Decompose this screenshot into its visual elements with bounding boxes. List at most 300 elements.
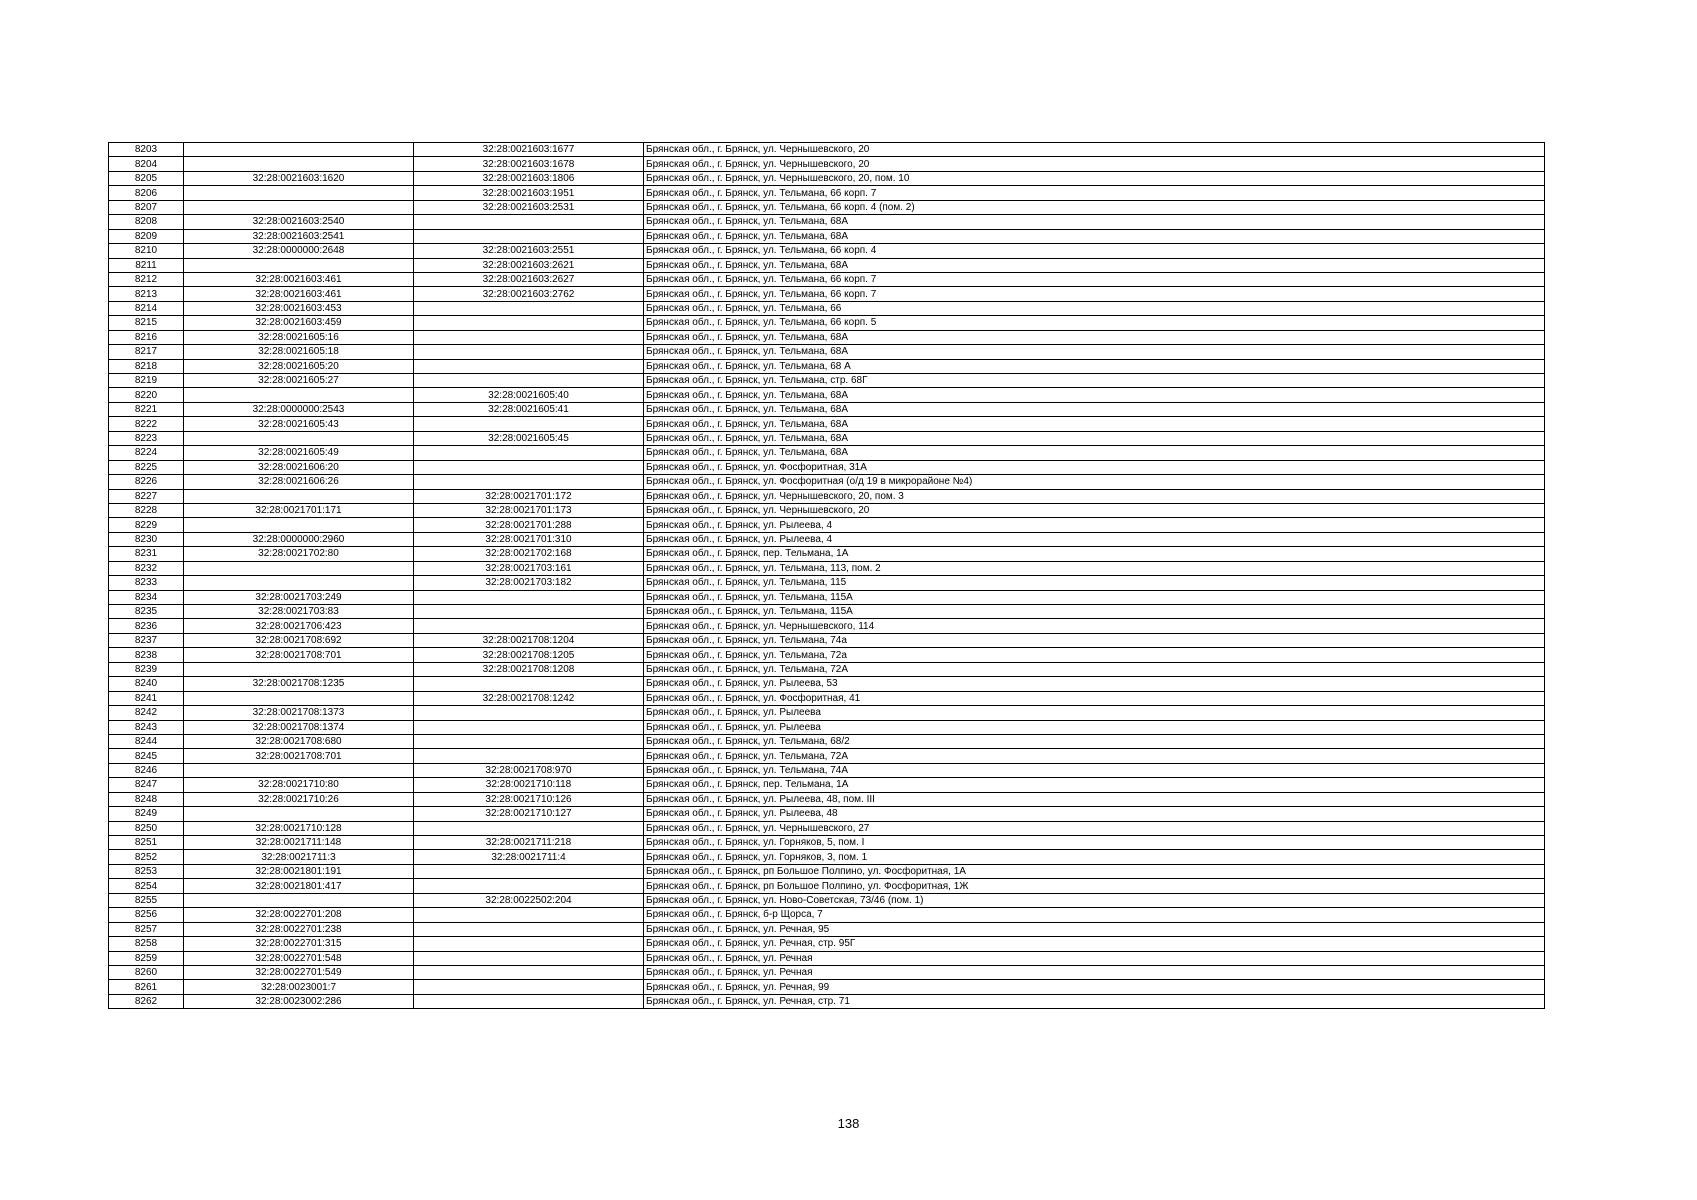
address-cell: Брянская обл., г. Брянск, ул. Чернышевского, 27 — [644, 821, 1545, 835]
table-row — [109, 547, 1545, 561]
cadastral-number-secondary-cell: 32:28:0021603:1951 — [414, 186, 644, 200]
row-number-cell: 8247 — [109, 778, 184, 792]
address-cell: Брянская обл., г. Брянск, ул. Тельмана, 68А — [644, 345, 1545, 359]
address-cell: Брянская обл., г. Брянск, ул. Тельмана, 68А — [644, 446, 1545, 460]
row-number-cell: 8216 — [109, 330, 184, 344]
table-row — [109, 518, 1545, 532]
cadastral-number-secondary-cell: 32:28:0021701:310 — [414, 532, 644, 546]
table-row — [109, 792, 1545, 806]
row-number-cell: 8212 — [109, 272, 184, 286]
table-row — [109, 922, 1545, 936]
address-cell: Брянская обл., г. Брянск, ул. Тельмана, 68А — [644, 330, 1545, 344]
address-cell: Брянская обл., г. Брянск, ул. Тельмана, 74а — [644, 633, 1545, 647]
address-cell: Брянская обл., г. Брянск, б-р Щорса, 7 — [644, 908, 1545, 922]
cadastral-number-secondary-cell: 32:28:0021701:173 — [414, 503, 644, 517]
address-cell: Брянская обл., г. Брянск, ул. Тельмана, 115А — [644, 590, 1545, 604]
cadastral-number-secondary-cell: 32:28:0021603:2621 — [414, 258, 644, 272]
cadastral-number-cell: 32:28:0000000:2648 — [184, 244, 414, 258]
row-number-cell: 8246 — [109, 763, 184, 777]
row-number-cell: 8237 — [109, 633, 184, 647]
cadastral-number-cell: 32:28:0022701:208 — [184, 908, 414, 922]
address-cell: Брянская обл., г. Брянск, ул. Фосфоритная, 41 — [644, 691, 1545, 705]
table-row — [109, 734, 1545, 748]
cadastral-number-secondary-cell — [414, 301, 644, 315]
cadastral-number-cell: 32:28:0021708:701 — [184, 749, 414, 763]
address-cell: Брянская обл., г. Брянск, ул. Рылеева, 4 — [644, 532, 1545, 546]
address-cell: Брянская обл., г. Брянск, ул. Чернышевского, 20 — [644, 157, 1545, 171]
address-cell: Брянская обл., г. Брянск, ул. Тельмана, 113, пом. 2 — [644, 561, 1545, 575]
cadastral-number-cell: 32:28:0021708:692 — [184, 633, 414, 647]
table-row — [109, 677, 1545, 691]
cadastral-number-cell: 32:28:0022701:548 — [184, 951, 414, 965]
cadastral-number-cell — [184, 431, 414, 445]
row-number-cell: 8227 — [109, 489, 184, 503]
cadastral-number-secondary-cell: 32:28:0021603:1678 — [414, 157, 644, 171]
table-row — [109, 157, 1545, 171]
cadastral-number-secondary-cell: 32:28:0021605:41 — [414, 402, 644, 416]
cadastral-number-cell: 32:28:0021605:16 — [184, 330, 414, 344]
address-cell: Брянская обл., г. Брянск, ул. Тельмана, 115 — [644, 576, 1545, 590]
cadastral-number-secondary-cell — [414, 316, 644, 330]
cadastral-number-cell — [184, 258, 414, 272]
address-cell: Брянская обл., г. Брянск, ул. Речная — [644, 965, 1545, 979]
address-cell: Брянская обл., г. Брянск, ул. Чернышевского, 20 — [644, 143, 1545, 157]
cadastral-number-secondary-cell — [414, 965, 644, 979]
cadastral-number-secondary-cell — [414, 821, 644, 835]
cadastral-number-secondary-cell — [414, 330, 644, 344]
row-number-cell: 8248 — [109, 792, 184, 806]
cadastral-number-cell: 32:28:0021710:26 — [184, 792, 414, 806]
cadastral-number-secondary-cell — [414, 908, 644, 922]
cadastral-number-cell: 32:28:0021605:20 — [184, 359, 414, 373]
row-number-cell: 8250 — [109, 821, 184, 835]
cadastral-number-cell: 32:28:0022701:549 — [184, 965, 414, 979]
cadastral-number-secondary-cell: 32:28:0021703:161 — [414, 561, 644, 575]
row-number-cell: 8234 — [109, 590, 184, 604]
cadastral-number-cell: 32:28:0021710:128 — [184, 821, 414, 835]
cadastral-number-secondary-cell — [414, 922, 644, 936]
row-number-cell: 8254 — [109, 879, 184, 893]
address-cell: Брянская обл., г. Брянск, ул. Тельмана, 115А — [644, 605, 1545, 619]
row-number-cell: 8262 — [109, 994, 184, 1008]
cadastral-number-cell: 32:28:0021708:680 — [184, 734, 414, 748]
cadastral-number-cell: 32:28:0021703:83 — [184, 605, 414, 619]
address-cell: Брянская обл., г. Брянск, ул. Рылеева, 48 — [644, 807, 1545, 821]
registry-table-body — [109, 143, 1545, 1009]
cadastral-number-cell — [184, 662, 414, 676]
row-number-cell: 8253 — [109, 864, 184, 878]
cadastral-number-cell — [184, 807, 414, 821]
row-number-cell: 8239 — [109, 662, 184, 676]
row-number-cell: 8232 — [109, 561, 184, 575]
row-number-cell: 8224 — [109, 446, 184, 460]
address-cell: Брянская обл., г. Брянск, пер. Тельмана, 1А — [644, 778, 1545, 792]
row-number-cell: 8217 — [109, 345, 184, 359]
cadastral-number-secondary-cell — [414, 734, 644, 748]
cadastral-number-cell: 32:28:0021603:2540 — [184, 215, 414, 229]
cadastral-number-secondary-cell — [414, 359, 644, 373]
address-cell: Брянская обл., г. Брянск, ул. Речная, стр. 71 — [644, 994, 1545, 1008]
row-number-cell: 8214 — [109, 301, 184, 315]
address-cell: Брянская обл., г. Брянск, рп Большое Полпино, ул. Фосфоритная, 1А — [644, 864, 1545, 878]
row-number-cell: 8242 — [109, 706, 184, 720]
address-cell: Брянская обл., г. Брянск, ул. Тельмана, 72А — [644, 662, 1545, 676]
address-cell: Брянская обл., г. Брянск, ул. Рылеева, 53 — [644, 677, 1545, 691]
cadastral-number-secondary-cell: 32:28:0021703:182 — [414, 576, 644, 590]
table-row — [109, 561, 1545, 575]
cadastral-number-secondary-cell: 32:28:0021711:4 — [414, 850, 644, 864]
cadastral-number-secondary-cell — [414, 994, 644, 1008]
cadastral-number-cell: 32:28:0021801:191 — [184, 864, 414, 878]
cadastral-number-cell: 32:28:0021603:453 — [184, 301, 414, 315]
table-row — [109, 965, 1545, 979]
cadastral-number-secondary-cell — [414, 590, 644, 604]
cadastral-number-cell: 32:28:0021605:43 — [184, 417, 414, 431]
cadastral-number-cell: 32:28:0000000:2960 — [184, 532, 414, 546]
row-number-cell: 8215 — [109, 316, 184, 330]
cadastral-number-secondary-cell — [414, 619, 644, 633]
table-row — [109, 850, 1545, 864]
table-row — [109, 648, 1545, 662]
cadastral-number-cell: 32:28:0021603:459 — [184, 316, 414, 330]
table-row — [109, 446, 1545, 460]
address-cell: Брянская обл., г. Брянск, ул. Чернышевского, 20 — [644, 503, 1545, 517]
cadastral-number-secondary-cell — [414, 446, 644, 460]
cadastral-number-cell: 32:28:0021605:27 — [184, 374, 414, 388]
table-row — [109, 316, 1545, 330]
row-number-cell: 8236 — [109, 619, 184, 633]
table-row — [109, 272, 1545, 286]
cadastral-number-cell — [184, 518, 414, 532]
cadastral-number-secondary-cell — [414, 374, 644, 388]
row-number-cell: 8261 — [109, 980, 184, 994]
table-row — [109, 576, 1545, 590]
row-number-cell: 8211 — [109, 258, 184, 272]
table-row — [109, 778, 1545, 792]
cadastral-number-secondary-cell: 32:28:0021603:2551 — [414, 244, 644, 258]
address-cell: Брянская обл., г. Брянск, ул. Тельмана, 66 корп. 7 — [644, 186, 1545, 200]
table-row — [109, 374, 1545, 388]
cadastral-number-secondary-cell — [414, 215, 644, 229]
row-number-cell: 8228 — [109, 503, 184, 517]
cadastral-number-cell: 32:28:0022701:315 — [184, 937, 414, 951]
cadastral-number-secondary-cell — [414, 475, 644, 489]
row-number-cell: 8231 — [109, 547, 184, 561]
table-row — [109, 619, 1545, 633]
cadastral-number-cell: 32:28:0021711:3 — [184, 850, 414, 864]
cadastral-number-secondary-cell — [414, 980, 644, 994]
cadastral-number-secondary-cell: 32:28:0021603:2762 — [414, 287, 644, 301]
table-row — [109, 864, 1545, 878]
row-number-cell: 8205 — [109, 171, 184, 185]
table-row — [109, 229, 1545, 243]
cadastral-number-cell: 32:28:0021708:701 — [184, 648, 414, 662]
cadastral-number-cell: 32:28:0021603:2541 — [184, 229, 414, 243]
cadastral-number-cell: 32:28:0021603:1620 — [184, 171, 414, 185]
cadastral-number-secondary-cell: 32:28:0021708:1205 — [414, 648, 644, 662]
address-cell: Брянская обл., г. Брянск, ул. Тельмана, 68 А — [644, 359, 1545, 373]
table-row — [109, 821, 1545, 835]
address-cell: Брянская обл., г. Брянск, ул. Ново-Советская, 73/46 (пом. 1) — [644, 893, 1545, 907]
cadastral-number-cell: 32:28:0000000:2543 — [184, 402, 414, 416]
cadastral-number-cell: 32:28:0021606:26 — [184, 475, 414, 489]
table-row — [109, 763, 1545, 777]
row-number-cell: 8255 — [109, 893, 184, 907]
table-row — [109, 186, 1545, 200]
address-cell: Брянская обл., г. Брянск, ул. Тельмана, 72А — [644, 749, 1545, 763]
table-row — [109, 143, 1545, 157]
cadastral-number-secondary-cell — [414, 951, 644, 965]
table-row — [109, 807, 1545, 821]
cadastral-number-cell — [184, 388, 414, 402]
cadastral-number-secondary-cell: 32:28:0021603:1677 — [414, 143, 644, 157]
table-row — [109, 937, 1545, 951]
address-cell: Брянская обл., г. Брянск, ул. Тельмана, 66 корп. 4 (пом. 2) — [644, 200, 1545, 214]
row-number-cell: 8223 — [109, 431, 184, 445]
table-row — [109, 662, 1545, 676]
address-cell: Брянская обл., г. Брянск, ул. Речная, 99 — [644, 980, 1545, 994]
row-number-cell: 8235 — [109, 605, 184, 619]
cadastral-number-cell: 32:28:0021703:249 — [184, 590, 414, 604]
cadastral-number-secondary-cell: 32:28:0022502:204 — [414, 893, 644, 907]
table-row — [109, 330, 1545, 344]
address-cell: Брянская обл., г. Брянск, ул. Рылеева — [644, 720, 1545, 734]
address-cell: Брянская обл., г. Брянск, ул. Речная, 95 — [644, 922, 1545, 936]
table-row — [109, 402, 1545, 416]
row-number-cell: 8240 — [109, 677, 184, 691]
address-cell: Брянская обл., г. Брянск, ул. Рылеева — [644, 706, 1545, 720]
cadastral-number-cell — [184, 200, 414, 214]
cadastral-number-secondary-cell: 32:28:0021708:1242 — [414, 691, 644, 705]
cadastral-number-cell: 32:28:0022701:238 — [184, 922, 414, 936]
cadastral-number-cell: 32:28:0021708:1235 — [184, 677, 414, 691]
address-cell: Брянская обл., г. Брянск, ул. Речная — [644, 951, 1545, 965]
table-row — [109, 489, 1545, 503]
table-row — [109, 345, 1545, 359]
row-number-cell: 8258 — [109, 937, 184, 951]
row-number-cell: 8256 — [109, 908, 184, 922]
cadastral-number-cell: 32:28:0021801:417 — [184, 879, 414, 893]
cadastral-number-cell — [184, 157, 414, 171]
table-row — [109, 431, 1545, 445]
table-row — [109, 633, 1545, 647]
table-row — [109, 475, 1545, 489]
cadastral-number-cell — [184, 893, 414, 907]
page-number: 138 — [837, 1116, 860, 1131]
address-cell: Брянская обл., г. Брянск, ул. Тельмана, 66 корп. 4 — [644, 244, 1545, 258]
table-row — [109, 590, 1545, 604]
table-row — [109, 417, 1545, 431]
cadastral-number-cell — [184, 691, 414, 705]
table-row — [109, 171, 1545, 185]
row-number-cell: 8207 — [109, 200, 184, 214]
cadastral-number-secondary-cell: 32:28:0021603:1806 — [414, 171, 644, 185]
cadastral-number-cell: 32:28:0021606:20 — [184, 460, 414, 474]
address-cell: Брянская обл., г. Брянск, ул. Тельмана, 74А — [644, 763, 1545, 777]
cadastral-number-cell: 32:28:0021605:49 — [184, 446, 414, 460]
address-cell: Брянская обл., г. Брянск, ул. Чернышевского, 20, пом. 10 — [644, 171, 1545, 185]
cadastral-number-secondary-cell — [414, 706, 644, 720]
address-cell: Брянская обл., г. Брянск, ул. Чернышевского, 20, пом. 3 — [644, 489, 1545, 503]
cadastral-number-cell: 32:28:0021708:1373 — [184, 706, 414, 720]
cadastral-number-secondary-cell — [414, 229, 644, 243]
table-row — [109, 951, 1545, 965]
table-row — [109, 706, 1545, 720]
cadastral-number-cell: 32:28:0021603:461 — [184, 272, 414, 286]
row-number-cell: 8245 — [109, 749, 184, 763]
table-row — [109, 258, 1545, 272]
address-cell: Брянская обл., г. Брянск, ул. Тельмана, 68А — [644, 402, 1545, 416]
cadastral-number-secondary-cell: 32:28:0021708:1208 — [414, 662, 644, 676]
row-number-cell: 8229 — [109, 518, 184, 532]
row-number-cell: 8252 — [109, 850, 184, 864]
table-row — [109, 388, 1545, 402]
registry-table — [108, 142, 1545, 1009]
address-cell: Брянская обл., г. Брянск, ул. Горняков, 5, пом. I — [644, 836, 1545, 850]
address-cell: Брянская обл., г. Брянск, рп Большое Полпино, ул. Фосфоритная, 1Ж — [644, 879, 1545, 893]
table-row — [109, 503, 1545, 517]
address-cell: Брянская обл., г. Брянск, ул. Тельмана, 66 — [644, 301, 1545, 315]
cadastral-number-cell — [184, 763, 414, 777]
address-cell: Брянская обл., г. Брянск, ул. Горняков, 3, пом. 1 — [644, 850, 1545, 864]
cadastral-number-secondary-cell: 32:28:0021710:118 — [414, 778, 644, 792]
cadastral-number-secondary-cell — [414, 937, 644, 951]
cadastral-number-cell — [184, 561, 414, 575]
cadastral-number-secondary-cell: 32:28:0021603:2627 — [414, 272, 644, 286]
row-number-cell: 8259 — [109, 951, 184, 965]
cadastral-number-secondary-cell — [414, 720, 644, 734]
cadastral-number-cell: 32:28:0021708:1374 — [184, 720, 414, 734]
cadastral-number-cell: 32:28:0023001:7 — [184, 980, 414, 994]
cadastral-number-cell — [184, 576, 414, 590]
row-number-cell: 8204 — [109, 157, 184, 171]
address-cell: Брянская обл., г. Брянск, ул. Тельмана, 68А — [644, 229, 1545, 243]
cadastral-number-cell — [184, 186, 414, 200]
cadastral-number-cell: 32:28:0021710:80 — [184, 778, 414, 792]
cadastral-number-secondary-cell: 32:28:0021603:2531 — [414, 200, 644, 214]
cadastral-number-cell: 32:28:0023002:286 — [184, 994, 414, 1008]
cadastral-number-secondary-cell — [414, 460, 644, 474]
table-row — [109, 908, 1545, 922]
table-row — [109, 893, 1545, 907]
row-number-cell: 8218 — [109, 359, 184, 373]
cadastral-number-cell: 32:28:0021605:18 — [184, 345, 414, 359]
table-row — [109, 879, 1545, 893]
address-cell: Брянская обл., г. Брянск, ул. Чернышевского, 114 — [644, 619, 1545, 633]
row-number-cell: 8213 — [109, 287, 184, 301]
table-row — [109, 244, 1545, 258]
address-cell: Брянская обл., г. Брянск, ул. Фосфоритная (о/д 19 в микрорайоне №4) — [644, 475, 1545, 489]
row-number-cell: 8233 — [109, 576, 184, 590]
table-row — [109, 460, 1545, 474]
cadastral-number-secondary-cell: 32:28:0021605:45 — [414, 431, 644, 445]
row-number-cell: 8243 — [109, 720, 184, 734]
table-row — [109, 836, 1545, 850]
table-row — [109, 749, 1545, 763]
address-cell: Брянская обл., г. Брянск, ул. Речная, стр. 95Г — [644, 937, 1545, 951]
row-number-cell: 8209 — [109, 229, 184, 243]
cadastral-number-secondary-cell — [414, 605, 644, 619]
address-cell: Брянская обл., г. Брянск, ул. Тельмана, 68А — [644, 417, 1545, 431]
cadastral-number-secondary-cell — [414, 864, 644, 878]
address-cell: Брянская обл., г. Брянск, ул. Тельмана, 68/2 — [644, 734, 1545, 748]
cadastral-number-cell: 32:28:0021702:80 — [184, 547, 414, 561]
cadastral-number-cell: 32:28:0021701:171 — [184, 503, 414, 517]
row-number-cell: 8210 — [109, 244, 184, 258]
cadastral-number-secondary-cell — [414, 417, 644, 431]
table-row — [109, 287, 1545, 301]
cadastral-number-secondary-cell: 32:28:0021701:288 — [414, 518, 644, 532]
address-cell: Брянская обл., г. Брянск, ул. Тельмана, стр. 68Г — [644, 374, 1545, 388]
row-number-cell: 8225 — [109, 460, 184, 474]
cadastral-number-secondary-cell — [414, 677, 644, 691]
address-cell: Брянская обл., г. Брянск, пер. Тельмана, 1А — [644, 547, 1545, 561]
address-cell: Брянская обл., г. Брянск, ул. Тельмана, 66 корп. 7 — [644, 272, 1545, 286]
cadastral-number-secondary-cell: 32:28:0021710:126 — [414, 792, 644, 806]
table-row — [109, 215, 1545, 229]
table-row — [109, 605, 1545, 619]
row-number-cell: 8208 — [109, 215, 184, 229]
table-row — [109, 980, 1545, 994]
cadastral-number-secondary-cell: 32:28:0021708:1204 — [414, 633, 644, 647]
table-row — [109, 301, 1545, 315]
row-number-cell: 8222 — [109, 417, 184, 431]
cadastral-number-secondary-cell: 32:28:0021708:970 — [414, 763, 644, 777]
cadastral-number-secondary-cell: 32:28:0021711:218 — [414, 836, 644, 850]
row-number-cell: 8206 — [109, 186, 184, 200]
row-number-cell: 8230 — [109, 532, 184, 546]
table-row — [109, 359, 1545, 373]
cadastral-number-secondary-cell: 32:28:0021701:172 — [414, 489, 644, 503]
address-cell: Брянская обл., г. Брянск, ул. Тельмана, 68А — [644, 431, 1545, 445]
cadastral-number-cell: 32:28:0021711:148 — [184, 836, 414, 850]
table-row — [109, 720, 1545, 734]
row-number-cell: 8203 — [109, 143, 184, 157]
row-number-cell: 8260 — [109, 965, 184, 979]
address-cell: Брянская обл., г. Брянск, ул. Тельмана, 66 корп. 7 — [644, 287, 1545, 301]
row-number-cell: 8257 — [109, 922, 184, 936]
address-cell: Брянская обл., г. Брянск, ул. Тельмана, 68А — [644, 215, 1545, 229]
address-cell: Брянская обл., г. Брянск, ул. Тельмана, 72а — [644, 648, 1545, 662]
address-cell: Брянская обл., г. Брянск, ул. Тельмана, 68А — [644, 388, 1545, 402]
address-cell: Брянская обл., г. Брянск, ул. Фосфоритная, 31А — [644, 460, 1545, 474]
row-number-cell: 8238 — [109, 648, 184, 662]
table-row — [109, 994, 1545, 1008]
row-number-cell: 8220 — [109, 388, 184, 402]
row-number-cell: 8249 — [109, 807, 184, 821]
row-number-cell: 8219 — [109, 374, 184, 388]
cadastral-number-secondary-cell: 32:28:0021605:40 — [414, 388, 644, 402]
cadastral-number-secondary-cell — [414, 345, 644, 359]
cadastral-number-secondary-cell — [414, 749, 644, 763]
cadastral-number-cell: 32:28:0021706:423 — [184, 619, 414, 633]
row-number-cell: 8226 — [109, 475, 184, 489]
row-number-cell: 8241 — [109, 691, 184, 705]
cadastral-number-cell: 32:28:0021603:461 — [184, 287, 414, 301]
address-cell: Брянская обл., г. Брянск, ул. Тельмана, 66 корп. 5 — [644, 316, 1545, 330]
cadastral-number-cell — [184, 143, 414, 157]
address-cell: Брянская обл., г. Брянск, ул. Рылеева, 48, пом. III — [644, 792, 1545, 806]
cadastral-number-cell — [184, 489, 414, 503]
cadastral-number-secondary-cell: 32:28:0021710:127 — [414, 807, 644, 821]
cadastral-number-secondary-cell — [414, 879, 644, 893]
table-row — [109, 200, 1545, 214]
row-number-cell: 8251 — [109, 836, 184, 850]
address-cell: Брянская обл., г. Брянск, ул. Рылеева, 4 — [644, 518, 1545, 532]
row-number-cell: 8244 — [109, 734, 184, 748]
row-number-cell: 8221 — [109, 402, 184, 416]
address-cell: Брянская обл., г. Брянск, ул. Тельмана, 68А — [644, 258, 1545, 272]
